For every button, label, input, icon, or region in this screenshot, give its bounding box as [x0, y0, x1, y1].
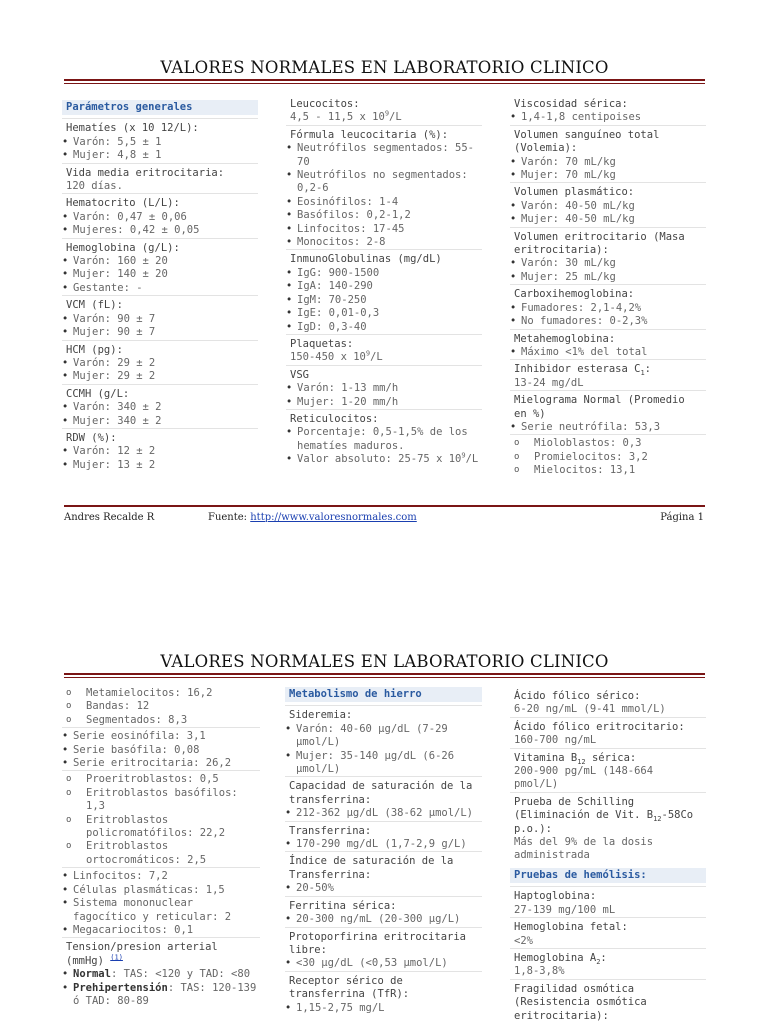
title-rule-thin [64, 83, 705, 84]
label-receptor: Receptor sérico de transferrina (TfR): [285, 971, 482, 1002]
list-item: • Varón: 40-50 mL/kg [510, 200, 706, 213]
list-item: • 1,4-1,8 centipoises [510, 111, 706, 124]
list-item: • Varón: 90 ± 7 [62, 313, 258, 326]
label-hemoglobina-fetal: Hemoglobina fetal: [510, 917, 706, 934]
list-item: • Varón: 29 ± 2 [62, 357, 258, 370]
list-item: • Megacariocitos: 0,1 [62, 924, 260, 937]
series-block [62, 727, 260, 770]
list-item: • Varón: 70 mL/kg [510, 156, 706, 169]
list-item: • Mujer: 340 ± 2 [62, 415, 258, 428]
value-text: 150-450 x 10 [290, 351, 366, 364]
subscript: 1 [640, 369, 645, 378]
label-text: Vitamina B [514, 751, 578, 764]
list-item: • Eosinófilos: 1-4 [286, 196, 482, 209]
list-item: • Varón: 40-60 µg/dL (7-29 µmol/L) [285, 723, 482, 750]
label-text: Hemoglobina A [514, 951, 597, 964]
value-schilling: Más del 9% de la dosis administrada [514, 836, 654, 862]
superscript: 9 [384, 109, 390, 118]
list-item: • Mujer: 1-20 mm/h [286, 396, 482, 409]
value-text: Valor absoluto: 25-75 x 10 [297, 453, 462, 466]
list-item: o Eritroblastos policromatófilos: 22,2 [62, 814, 260, 841]
list-item: • IgD: 0,3-40 [286, 321, 482, 334]
list-item: • Serie basófila: 0,08 [62, 744, 260, 757]
section-header-iron: Metabolismo de hierro [285, 687, 482, 702]
column-volumes [510, 95, 706, 478]
label-sideremia: Sideremia: [285, 705, 482, 722]
bold-term: Normal [73, 968, 111, 981]
label-capacidad: Capacidad de saturación de la transferrina: [285, 776, 482, 807]
list-item: • Varón: 0,47 ± 0,06 [62, 211, 258, 224]
title-rule-thin [64, 677, 705, 678]
list-item: • Mujer: 140 ± 20 [62, 268, 258, 281]
list-item: • Serie neutrófila: 53,3 [510, 421, 706, 434]
footer-author: Andres Recalde R [64, 512, 155, 523]
value-unit: /L [389, 111, 402, 124]
label-vitamina-b12 [510, 748, 706, 765]
label-text: sérica: [585, 751, 637, 764]
value-text: 4,5 - 11,5 x 10 [290, 111, 385, 124]
label-vcm: VCM (fL): [62, 295, 258, 312]
list-item: • Mujer: 25 mL/kg [510, 271, 706, 284]
mielograma-sublist [510, 434, 706, 477]
list-item: • 20-50% [285, 882, 482, 895]
list-item: • Neutrófilos no segmentados: 0,2-6 [286, 169, 482, 196]
list-item: o Mioloblastos: 0,3 [510, 437, 706, 450]
column-leukocytes [286, 95, 482, 467]
label-schilling [510, 792, 706, 836]
label-hematocrito: Hematocrito (L/L): [62, 193, 258, 210]
list-item: • Sistema mononuclear fagocítico y reticular: 2 [62, 897, 260, 924]
value-text: : TAS: 120-139 ó TAD: 80-89 [73, 981, 257, 1007]
footer-source [208, 512, 417, 523]
eritroblastos-block [62, 770, 260, 867]
list-item: • 170-290 mg/dL (1,7-2,9 g/L) [285, 838, 482, 851]
list-item: • Máximo <1% del total [510, 346, 706, 359]
list-item: • Neutrófilos segmentados: 55-70 [286, 142, 482, 169]
label-carboxihemoglobina: Carboxihemoglobina: [510, 284, 706, 301]
list-item: • Mujeres: 0,42 ± 0,05 [62, 224, 258, 237]
list-item: • Mujer: 13 ± 2 [62, 459, 258, 472]
subscript: 12 [653, 815, 662, 824]
label-ferritina: Ferritina sérica: [285, 896, 482, 913]
list-item: • IgE: 0,01-0,3 [286, 307, 482, 320]
list-item: • Serie eosinófila: 3,1 [62, 730, 260, 743]
label-colon: : [644, 363, 651, 376]
label-text: Inhibidor esterasa C [514, 363, 641, 376]
label-volumen-plasmatico: Volumen plasmático: [510, 182, 706, 199]
list-item: • IgM: 70-250 [286, 294, 482, 307]
value-unit: /L [370, 351, 383, 364]
list-item [62, 968, 260, 981]
list-item: o Bandas: 12 [62, 700, 260, 713]
label-text: Prueba de Schilling (Eliminación de Vit. B [514, 795, 654, 822]
column-iron-metabolism [285, 687, 482, 1015]
column-mielograma-cont [62, 687, 260, 1008]
list-item: o Eritroblastos basófilos: 1,3 [62, 787, 260, 814]
label-tension-arterial [62, 937, 260, 968]
list-item: • Mujer: 90 ± 7 [62, 326, 258, 339]
list-item: o Segmentados: 8,3 [62, 714, 260, 727]
label-volemia: Volumen sanguíneo total (Volemia): [510, 125, 706, 156]
label-colon: : [600, 951, 607, 964]
label-volumen-eritrocitario: Volumen eritrocitario (Masa eritrocitaria): [510, 227, 706, 258]
section-header-hemolysis: Pruebas de hemólisis: [510, 868, 706, 883]
label-leucocitos: Leucocitos: [290, 98, 360, 110]
label-formula: Fórmula leucocitaria (%): [286, 125, 482, 142]
page-2 [0, 628, 768, 1024]
value-plaquetas [286, 351, 482, 364]
label-ccmh: CCMH (g/L: [62, 384, 258, 401]
list-item: • 1,15-2,75 mg/L [285, 1002, 482, 1015]
list-item: • 20-300 ng/mL (20-300 µg/L) [285, 913, 482, 926]
column-general-parameters [62, 100, 258, 472]
footer-page-number: Página 1 [660, 512, 704, 523]
list-item: • Varón: 1-13 mm/h [286, 382, 482, 395]
list-item: • Mujer: 35-140 µg/dL (6-26 µmol/L) [285, 750, 482, 777]
list-item: • <30 µg/dL (<0,53 µmol/L) [285, 957, 482, 970]
label-transferrina: Transferrina: [285, 821, 482, 838]
list-item [62, 982, 260, 1009]
list-item: o Metamielocitos: 16,2 [62, 687, 260, 700]
subscript: 12 [577, 757, 586, 766]
label-hcm: HCM (pg): [62, 340, 258, 357]
label-metahemoglobina: Metahemoglobina: [510, 329, 706, 346]
list-item: • Serie eritrocitaria: 26,2 [62, 757, 260, 770]
superscript: 9 [461, 451, 466, 460]
label-viscosidad: Viscosidad sérica: [514, 98, 628, 110]
label-hemoglobina-a2 [510, 948, 706, 965]
value-leucocitos [286, 111, 482, 124]
label-reticulocitos: Reticulocitos: [286, 409, 482, 426]
label-acido-folico-serico: Ácido fólico sérico: [514, 690, 641, 702]
section-header-general: Parámetros generales [62, 100, 258, 115]
label-vsg: VSG [286, 365, 482, 382]
label-text: -58Co p.o.): [514, 809, 694, 835]
label-hemoglobina: Hemoglobina (g/L): [62, 238, 258, 255]
subscript: 2 [596, 958, 601, 966]
footer-rule [64, 505, 705, 507]
list-item: o Promielocitos: 3,2 [510, 451, 706, 464]
list-item: • Mujer: 4,8 ± 1 [62, 149, 258, 162]
value-vitamina-b12: 200-900 pg/mL (148-664 pmol/L) [514, 765, 654, 791]
label-hematies: Hematíes (x 10 12/L): [62, 118, 258, 135]
list-item: • Mujer: 40-50 mL/kg [510, 213, 706, 226]
page-gap [0, 560, 768, 628]
label-acido-folico-eritrocitario: Ácido fólico eritrocitario: [510, 717, 706, 734]
list-item: • Gestante: - [62, 282, 258, 295]
list-item: • Mujer: 29 ± 2 [62, 370, 258, 383]
bold-term: Prehipertensión [73, 981, 168, 994]
footer-source-link[interactable]: http://www.valoresnormales.com [250, 512, 417, 523]
list-item: • Linfocitos: 17-45 [286, 223, 482, 236]
list-item: • Varón: 30 mL/kg [510, 257, 706, 270]
label-inmunoglobulinas: InmunoGlobulinas (mg/dL) [286, 249, 482, 266]
list-item: • IgG: 900-1500 [286, 267, 482, 280]
list-item: • Varón: 340 ± 2 [62, 401, 258, 414]
superscript: 9 [365, 349, 371, 358]
label-indice: Índice de saturación de la Transferrina: [285, 851, 482, 882]
list-item [286, 453, 482, 466]
cells-block [62, 867, 260, 937]
footnote-link[interactable]: (1) [110, 953, 123, 962]
label-inhibidor [510, 359, 706, 376]
list-item: • 212-362 µg/dL (38-62 µmol/L) [285, 807, 482, 820]
value-unit: /L [465, 453, 479, 466]
label-text: Tension/presion arterial (mmHg) [66, 941, 218, 967]
value-vida-media: 120 días. [66, 180, 123, 193]
title-rule [64, 79, 705, 81]
label-protoporfirina: Protoporfirina eritrocitaria libre: [285, 927, 482, 958]
column-folate-hemolysis [510, 687, 706, 1023]
label-rdw: RDW (%): [62, 428, 258, 445]
label-vida-media: Vida media eritrocitaria: [62, 163, 258, 180]
list-item: • Basófilos: 0,2-1,2 [286, 209, 482, 222]
list-item: o Mielocitos: 13,1 [510, 464, 706, 477]
document-title: VALORES NORMALES EN LABORATORIO CLINICO [160, 652, 609, 671]
document-title: VALORES NORMALES EN LABORATORIO CLINICO [160, 58, 609, 77]
label-fragilidad-osmotica: Fragilidad osmótica (Resistencia osmótica eritrocitaria): [510, 979, 706, 1023]
list-item: • Monocitos: 2-8 [286, 236, 482, 249]
value-text: : TAS: <120 y TAD: <80 [110, 968, 251, 981]
label-haptoglobina: Haptoglobina: [510, 886, 706, 903]
list-item: • Linfocitos: 7,2 [62, 870, 260, 883]
value-hemoglobina-a2: 1,8-3,8% [514, 965, 565, 978]
list-item: • Varón: 12 ± 2 [62, 445, 258, 458]
label-plaquetas: Plaquetas: [286, 334, 482, 351]
value-haptoglobina: 27-139 mg/100 mL [514, 903, 616, 916]
list-item: • IgA: 140-290 [286, 280, 482, 293]
footer-source-label: Fuente: [208, 512, 248, 523]
value-inhibidor: 13-24 mg/dL [514, 376, 584, 389]
list-item: • Fumadores: 2,1-4,2% [510, 302, 706, 315]
title-rule [64, 673, 705, 675]
value-acido-folico-eritrocitario: 160-700 ng/mL [514, 734, 597, 747]
list-item: • Mujer: 70 mL/kg [510, 169, 706, 182]
list-item: • Varón: 160 ± 20 [62, 255, 258, 268]
list-item: o Proeritroblastos: 0,5 [62, 773, 260, 786]
list-item: o Eritroblastos ortocromáticos: 2,5 [62, 840, 260, 867]
list-item: • Porcentaje: 0,5-1,5% de los hematíes maduros. [286, 426, 482, 453]
label-mielograma: Mielograma Normal (Promedio en %) [510, 390, 706, 421]
value-acido-folico-serico: 6-20 ng/mL (9-41 mmol/L) [514, 703, 666, 716]
list-item: • Varón: 5,5 ± 1 [62, 136, 258, 149]
value-hemoglobina-fetal: <2% [514, 934, 533, 947]
list-item: • No fumadores: 0-2,3% [510, 315, 706, 328]
list-item: • Células plasmáticas: 1,5 [62, 884, 260, 897]
